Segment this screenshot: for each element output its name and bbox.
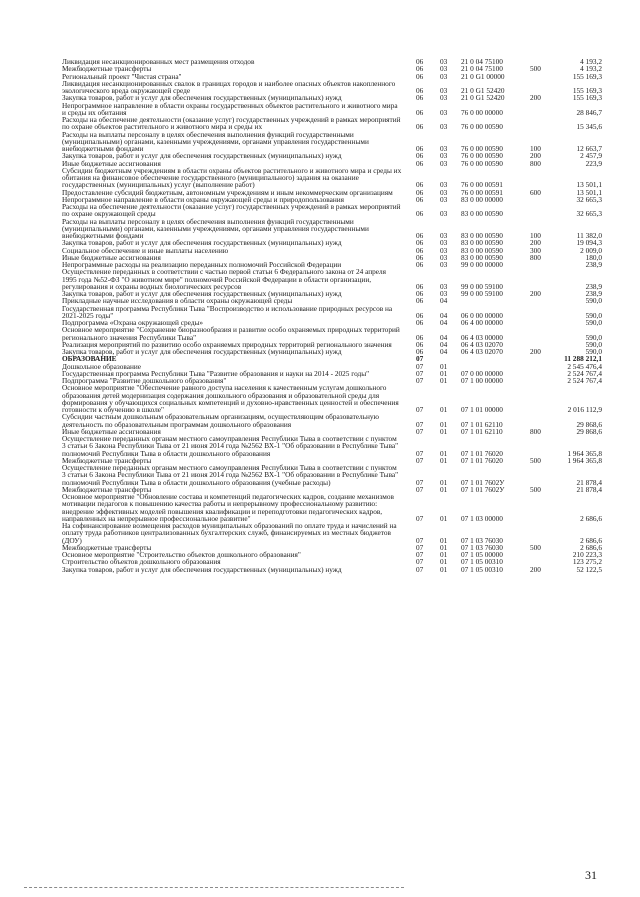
target-code: 07 1 01 76020: [461, 455, 503, 465]
target-code: 83 0 00 00000: [461, 194, 503, 204]
table-row: [62, 131, 602, 153]
amount: 123 275,2: [572, 557, 602, 567]
section-code: 06: [416, 122, 424, 132]
amount: 2 016 112,9: [567, 405, 602, 414]
page-number: 31: [585, 868, 597, 882]
row-name: Иные бюджетные ассигнования: [62, 426, 161, 436]
expense-type-code: 800: [530, 252, 541, 262]
target-code: 83 0 00 00590: [461, 209, 503, 219]
row-name: Подпрограмма "Развитие дошкольного образования": [62, 376, 227, 385]
amount: 2 686,6: [580, 513, 602, 523]
table-row: [62, 413, 602, 428]
subsection-code: 01: [440, 550, 448, 559]
section-code: 06: [416, 93, 424, 103]
amount: 2 457,9: [580, 151, 602, 161]
amount: 12 663,7: [576, 144, 602, 153]
section-code: 06: [416, 260, 424, 269]
amount: 2 545 476,4: [567, 361, 602, 371]
target-code: 07 1 00 00000: [461, 376, 503, 385]
section-code: 06: [416, 252, 424, 262]
target-code: 76 0 00 00591: [461, 180, 503, 190]
subsection-code: 01: [440, 535, 448, 545]
target-code: 07 1 01 62110: [461, 426, 503, 436]
table-row: [62, 203, 602, 218]
subsection-code: 04: [440, 296, 448, 306]
amount: 590,0: [585, 339, 602, 349]
section-code: 07: [416, 477, 424, 487]
row-name: Субсидии бюджетным учреждениям в области охраны объектов растительного и животного мира и среды их обитания на финансовое обеспечение государственного (муниципального) задания на оказание государственных (муниципальных) услуг (выполнение работ): [62, 165, 402, 190]
table-row: [62, 102, 602, 117]
expense-type-code: 200: [530, 289, 541, 298]
row-name: Закупка товаров, работ и услуг для обеспечения государственных (муниципальных) нужд: [62, 289, 342, 298]
amount: 28 846,7: [576, 107, 602, 117]
target-code: 07 1 01 7602У: [461, 484, 505, 494]
amount: 238,9: [585, 260, 602, 269]
subsection-code: 03: [440, 245, 448, 255]
target-code: 83 0 00 00590: [461, 252, 503, 262]
row-name: Непрограммное направление в области охраны государственных объектов растительного и животного мира и среды их обитания: [62, 100, 398, 117]
subsection-code: 03: [440, 158, 448, 168]
subsection-code: 03: [440, 122, 448, 132]
section-code: 06: [416, 289, 424, 298]
amount: 590,0: [585, 332, 602, 342]
target-code: 06 4 03 02070: [461, 347, 503, 356]
section-code: 06: [416, 57, 424, 66]
amount: 238,9: [585, 289, 602, 298]
table-row: [62, 566, 602, 573]
subsection-code: 04: [440, 339, 448, 349]
expense-type-code: 200: [530, 564, 541, 574]
amount: 210 223,3: [572, 550, 602, 559]
target-code: 99 0 00 00000: [461, 260, 503, 269]
section-code: 06: [416, 281, 424, 291]
amount: 13 501,1: [576, 180, 602, 190]
row-name: Расходы на обеспечение деятельности (оказание услуг) государственных учреждений в рамках мероприятий по охране объектов растительного и животного мира и среды их: [62, 115, 401, 132]
row-name: ОБРАЗОВАНИЕ: [62, 354, 117, 364]
target-code: 76 0 00 00590: [461, 122, 503, 132]
target-code: 06 4 03 00000: [461, 332, 503, 342]
section-code: 07: [416, 535, 424, 545]
row-name: Расходы на обеспечение деятельности (оказание услуг) государственных учреждений в рамках мероприятий по охране окружающей среды: [62, 202, 401, 219]
amount: 2 009,0: [580, 245, 602, 255]
amount: 11 382,0: [576, 231, 602, 240]
amount: 32 665,3: [576, 194, 602, 204]
target-code: 07 1 01 00000: [461, 405, 503, 414]
subsection-code: 04: [440, 318, 448, 327]
section-code: 07: [416, 376, 424, 385]
table-row: [62, 167, 602, 189]
row-name: Государственная программа Республики Тыва "Воспроизводство и использование природных ресурсов на 2021-2025 годы": [62, 303, 393, 320]
section-code: 06: [416, 144, 424, 153]
section-code: 06: [416, 158, 424, 168]
section-code: 07: [416, 368, 424, 378]
expense-type-code: 200: [530, 238, 541, 248]
table-row: [62, 116, 602, 131]
target-code: 07 1 03 76030: [461, 535, 503, 545]
subsection-code: 03: [440, 107, 448, 117]
section-code: 06: [416, 86, 424, 95]
amount: 32 665,3: [576, 209, 602, 219]
row-name: Закупка товаров, работ и услуг для обеспечения государственных (муниципальных) нужд: [62, 93, 342, 103]
row-name: Иные бюджетные ассигнования: [62, 158, 161, 168]
target-code: 07 1 01 7602У: [461, 477, 505, 487]
subsection-code: 01: [440, 361, 448, 371]
amount: 2 524 767,4: [567, 368, 602, 378]
target-code: 07 1 01 62110: [461, 419, 503, 429]
target-code: 06 4 00 00000: [461, 318, 503, 327]
row-name: На софинансирование возмещения расходов муниципальных образований по оплате труда и начислений на оплату труда работников централизованных бухгалтерских служб, финансируемых из местных бюджетов (ДОУ): [62, 521, 397, 545]
subsection-code: 03: [440, 281, 448, 291]
subsection-code: 03: [440, 71, 448, 81]
amount: 590,0: [585, 318, 602, 327]
subsection-code: 03: [440, 93, 448, 103]
table-row: [62, 348, 602, 355]
subsection-code: 03: [440, 238, 448, 248]
table-row: [62, 493, 602, 522]
row-name: Субсидии частным дошкольным образовательным организациям, осуществляющим образовательную деятельность по образовательным программам дошкольного образования: [62, 412, 380, 429]
expense-type-code: 500: [530, 542, 541, 552]
amount: 29 868,6: [576, 419, 602, 429]
amount: 19 094,3: [576, 238, 602, 248]
subsection-code: 04: [440, 310, 448, 320]
section-code: 06: [416, 107, 424, 117]
section-code: 06: [416, 318, 424, 327]
subsection-code: 01: [440, 564, 448, 574]
subsection-code: 01: [440, 455, 448, 465]
row-name: Иные бюджетные ассигнования: [62, 252, 161, 262]
amount: 590,0: [585, 347, 602, 356]
subsection-code: 04: [440, 347, 448, 356]
budget-table: [62, 58, 602, 573]
amount: 590,0: [585, 310, 602, 320]
subsection-code: 03: [440, 151, 448, 161]
expense-type-code: 500: [530, 484, 541, 494]
target-code: 07 1 03 00000: [461, 513, 503, 523]
target-code: 21 0 04 75100: [461, 64, 503, 74]
row-name: Прикладные научные исследования в области охраны окружающей среды: [62, 296, 293, 306]
row-name: Межбюджетные трансферты: [62, 455, 152, 465]
amount: 155 169,3: [572, 71, 602, 81]
section-code: 06: [416, 194, 424, 204]
expense-type-code: 500: [530, 64, 541, 74]
amount: 223,9: [585, 158, 602, 168]
target-code: 76 0 00 00590: [461, 158, 503, 168]
amount: 2 686,6: [580, 542, 602, 552]
subsection-code: 03: [440, 194, 448, 204]
row-name: Предоставление субсидий бюджетным, автономным учреждениям и иным некоммерческим организациям: [62, 187, 393, 197]
table-row: [62, 464, 602, 486]
row-name: Подпрограмма «Охрана окружающей среды»: [62, 318, 204, 327]
target-code: 07 1 03 76030: [461, 542, 503, 552]
section-code: 06: [416, 71, 424, 81]
section-code: 06: [416, 339, 424, 349]
amount: 15 345,6: [576, 122, 602, 132]
amount: 1 964 365,8: [567, 455, 602, 465]
table-row: [62, 435, 602, 457]
subsection-code: 03: [440, 64, 448, 74]
amount: 1 964 365,8: [567, 448, 602, 458]
row-name: Основное мероприятие "Обновление состава и компетенций педагогических кадров, создание механизмов мотивации педагогов к повышению качества работы и непрерывному профессиональному развитию: внедрение эффективных моделей повышения квалификации и переподготовки педагогических кадров, направленных на непрерывное профессиональное развитие": [62, 492, 394, 523]
row-name: Расходы на выплаты персоналу в целях обеспечения выполнения функций государственными (муниципальными) органами, казенными учреждениями, органами управления государственными внебюджетными фондами: [62, 129, 369, 153]
subsection-code: 01: [440, 368, 448, 378]
table-row: [62, 355, 602, 362]
row-name: Государственная программа Республики Тыва "Развитие образования и науки на 2014 - 2025 годы": [62, 368, 370, 378]
row-name: Межбюджетные трансферты: [62, 542, 152, 552]
row-name: Основное мероприятие "Обеспечение равного доступа населения к качественным услугам дошкольного образования детей модернизация содержания дошкольного образования и образовательной среды для формирования у обучающихся социальных компетенций и духовно-нравственных ценностей и обеспечения готовности к обучению в школе": [62, 383, 399, 414]
target-code: 76 0 00 00000: [461, 107, 503, 117]
target-code: 83 0 00 00590: [461, 238, 503, 248]
row-name: Осуществление переданных в соответствии с частью первой статьи 6 Федерального закона от 24 апреля 1995 года №52-ФЗ "О животном мире" полномочий Российской Федерации в области организации, регулирования и охраны водных биологических ресурсов: [62, 267, 387, 291]
section-code: 06: [416, 180, 424, 190]
expense-type-code: 600: [530, 187, 541, 197]
expense-type-code: 300: [530, 245, 541, 255]
table-row: [62, 326, 602, 341]
expense-type-code: 200: [530, 151, 541, 161]
amount: 155 169,3: [572, 86, 602, 95]
section-code: 07: [416, 448, 424, 458]
row-name: Межбюджетные трансферты: [62, 484, 152, 494]
subsection-code: 01: [440, 376, 448, 385]
table-row: [62, 384, 602, 413]
section-code: 06: [416, 64, 424, 74]
amount: 21 878,4: [576, 477, 602, 487]
target-code: 99 0 00 59100: [461, 281, 503, 291]
row-name: Региональный проект "Чистая страна": [62, 71, 182, 81]
amount: 52 122,5: [576, 564, 602, 574]
target-code: 76 0 00 00590: [461, 144, 503, 153]
target-code: 21 0 04 75100: [461, 57, 503, 66]
amount: 4 193,2: [580, 64, 602, 74]
subsection-code: 01: [440, 477, 448, 487]
row-name: Закупка товаров, работ и услуг для обеспечения государственных (муниципальных) нужд: [62, 347, 342, 356]
expense-type-code: 200: [530, 347, 541, 356]
target-code: 21 0 G1 52420: [461, 86, 505, 95]
amount: 590,0: [585, 296, 602, 306]
section-code: 07: [416, 426, 424, 436]
target-code: 83 0 00 00590: [461, 245, 503, 255]
section-code: 07: [416, 564, 424, 574]
target-code: 07 1 05 00310: [461, 564, 503, 574]
amount: 180,0: [585, 252, 602, 262]
section-code: 06: [416, 231, 424, 240]
amount: 29 868,6: [576, 426, 602, 436]
target-code: 99 0 00 59100: [461, 289, 503, 298]
target-code: 06 0 00 00000: [461, 310, 503, 320]
section-code: 07: [416, 513, 424, 523]
amount: 4 193,2: [580, 57, 602, 66]
amount: 2 524 767,4: [567, 376, 602, 385]
amount: 2 686,6: [580, 535, 602, 545]
row-name: Закупка товаров, работ и услуг для обеспечения государственных (муниципальных) нужд: [62, 238, 342, 248]
section-code: 07: [416, 354, 424, 364]
amount: 238,9: [585, 281, 602, 291]
row-name: Непрограммные расходы на реализацию переданных полномочий Российской Федерации: [62, 260, 342, 269]
row-name: Дошкольное образование: [62, 361, 142, 371]
section-code: 06: [416, 332, 424, 342]
subsection-code: 03: [440, 187, 448, 197]
amount: 13 501,1: [576, 187, 602, 197]
section-code: 07: [416, 405, 424, 414]
subsection-code: 03: [440, 57, 448, 66]
amount: 21 878,4: [576, 484, 602, 494]
row-name: Закупка товаров, работ и услуг для обеспечения государственных (муниципальных) нужд: [62, 151, 342, 161]
row-name: Расходы на выплаты персоналу в целях обеспечения выполнения функций государственными (муниципальными) органами, казенными учреждениями, органами управления государственными внебюджетными фондами: [62, 216, 369, 240]
subsection-code: 03: [440, 289, 448, 298]
row-name: Социальное обеспечение и иные выплаты населению: [62, 245, 229, 255]
row-name: Межбюджетные трансферты: [62, 64, 152, 74]
section-code: 06: [416, 151, 424, 161]
subsection-code: 01: [440, 542, 448, 552]
expense-type-code: 100: [530, 231, 541, 240]
subsection-code: 03: [440, 209, 448, 219]
target-code: 83 0 00 00590: [461, 231, 503, 240]
subsection-code: 03: [440, 86, 448, 95]
target-code: 07 0 00 00000: [461, 368, 503, 378]
table-row: [62, 218, 602, 240]
section-code: 06: [416, 238, 424, 248]
subsection-code: 04: [440, 332, 448, 342]
subsection-code: 03: [440, 260, 448, 269]
subsection-code: 03: [440, 231, 448, 240]
section-code: 07: [416, 542, 424, 552]
target-code: 06 4 03 02070: [461, 339, 503, 349]
subsection-code: 01: [440, 513, 448, 523]
target-code: 07 1 05 00000: [461, 550, 503, 559]
subsection-code: 01: [440, 426, 448, 436]
row-name: Ликвидация несанкционированных мест размещения отходов: [62, 57, 255, 66]
expense-type-code: 800: [530, 158, 541, 168]
subsection-code: 01: [440, 448, 448, 458]
footer-divider: [24, 887, 404, 888]
row-name: Основное мероприятие "Сохранение биоразнообразия и развитие особо охраняемых природных территорий регионального значения Республики Тыва": [62, 325, 400, 342]
table-row: [62, 522, 602, 544]
table-row: [62, 268, 602, 290]
subsection-code: 01: [440, 484, 448, 494]
section-code: 07: [416, 557, 424, 567]
target-code: 76 0 00 00591: [461, 187, 503, 197]
subsection-code: 01: [440, 557, 448, 567]
section-code: 06: [416, 245, 424, 255]
target-code: 76 0 00 00590: [461, 151, 503, 161]
amount: 155 169,3: [572, 93, 602, 103]
subsection-code: 03: [440, 180, 448, 190]
row-name: Ликвидация несанкционированных свалок в границах городов и наиболее опасных объектов накопленного экологического вреда окружающей среде: [62, 78, 396, 95]
subsection-code: 03: [440, 252, 448, 262]
section-code: 07: [416, 550, 424, 559]
section-code: 07: [416, 484, 424, 494]
row-name: Закупка товаров, работ и услуг для обеспечения государственных (муниципальных) нужд: [62, 564, 342, 574]
subsection-code: 03: [440, 144, 448, 153]
section-code: 07: [416, 361, 424, 371]
target-code: 07 1 05 00310: [461, 557, 503, 567]
row-name: Осуществление переданных органам местного самоуправления Республики Тыва в соответствии с пунктом 3 статьи 6 Закона Республики Тыва от 21 июня 2014 года №2562 ВХ-1 "Об образовании в Республике Тыва" полномочий Республики Тыва в области дошкольного образования (учебные расходы): [62, 463, 399, 487]
section-code: 06: [416, 187, 424, 197]
subsection-code: 01: [440, 405, 448, 414]
section-code: 07: [416, 455, 424, 465]
section-code: 06: [416, 209, 424, 219]
row-name: Строительство объектов дошкольного образования: [62, 557, 221, 567]
amount: 11 288 212,1: [564, 354, 602, 364]
expense-type-code: 500: [530, 455, 541, 465]
table-row: [62, 305, 602, 320]
row-name: Непрограммное направление в области охраны окружающей среды и природопользования: [62, 194, 344, 204]
expense-type-code: 200: [530, 93, 541, 103]
row-name: Основное мероприятие "Строительство объектов дошкольного образования": [62, 550, 301, 559]
subsection-code: 01: [440, 419, 448, 429]
section-code: 07: [416, 419, 424, 429]
expense-type-code: 100: [530, 144, 541, 153]
target-code: 21 0 G1 00000: [461, 71, 505, 81]
table-row: [62, 80, 602, 95]
target-code: 21 0 G1 52420: [461, 93, 505, 103]
row-name: Реализация мероприятий по развитию особо охраняемых природных территорий регионального значения: [62, 339, 392, 349]
expense-type-code: 800: [530, 426, 541, 436]
target-code: 07 1 01 76020: [461, 448, 503, 458]
row-name: Осуществление переданных органам местного самоуправления Республики Тыва в соответствии с пунктом 3 статьи 6 Закона Республики Тыва от 21 июня 2014 года №2562 ВХ-1 "Об образовании в Республике Тыва" полномочий Республики Тыва в области дошкольного образования: [62, 434, 399, 458]
section-code: 06: [416, 296, 424, 306]
section-code: 06: [416, 347, 424, 356]
section-code: 06: [416, 310, 424, 320]
